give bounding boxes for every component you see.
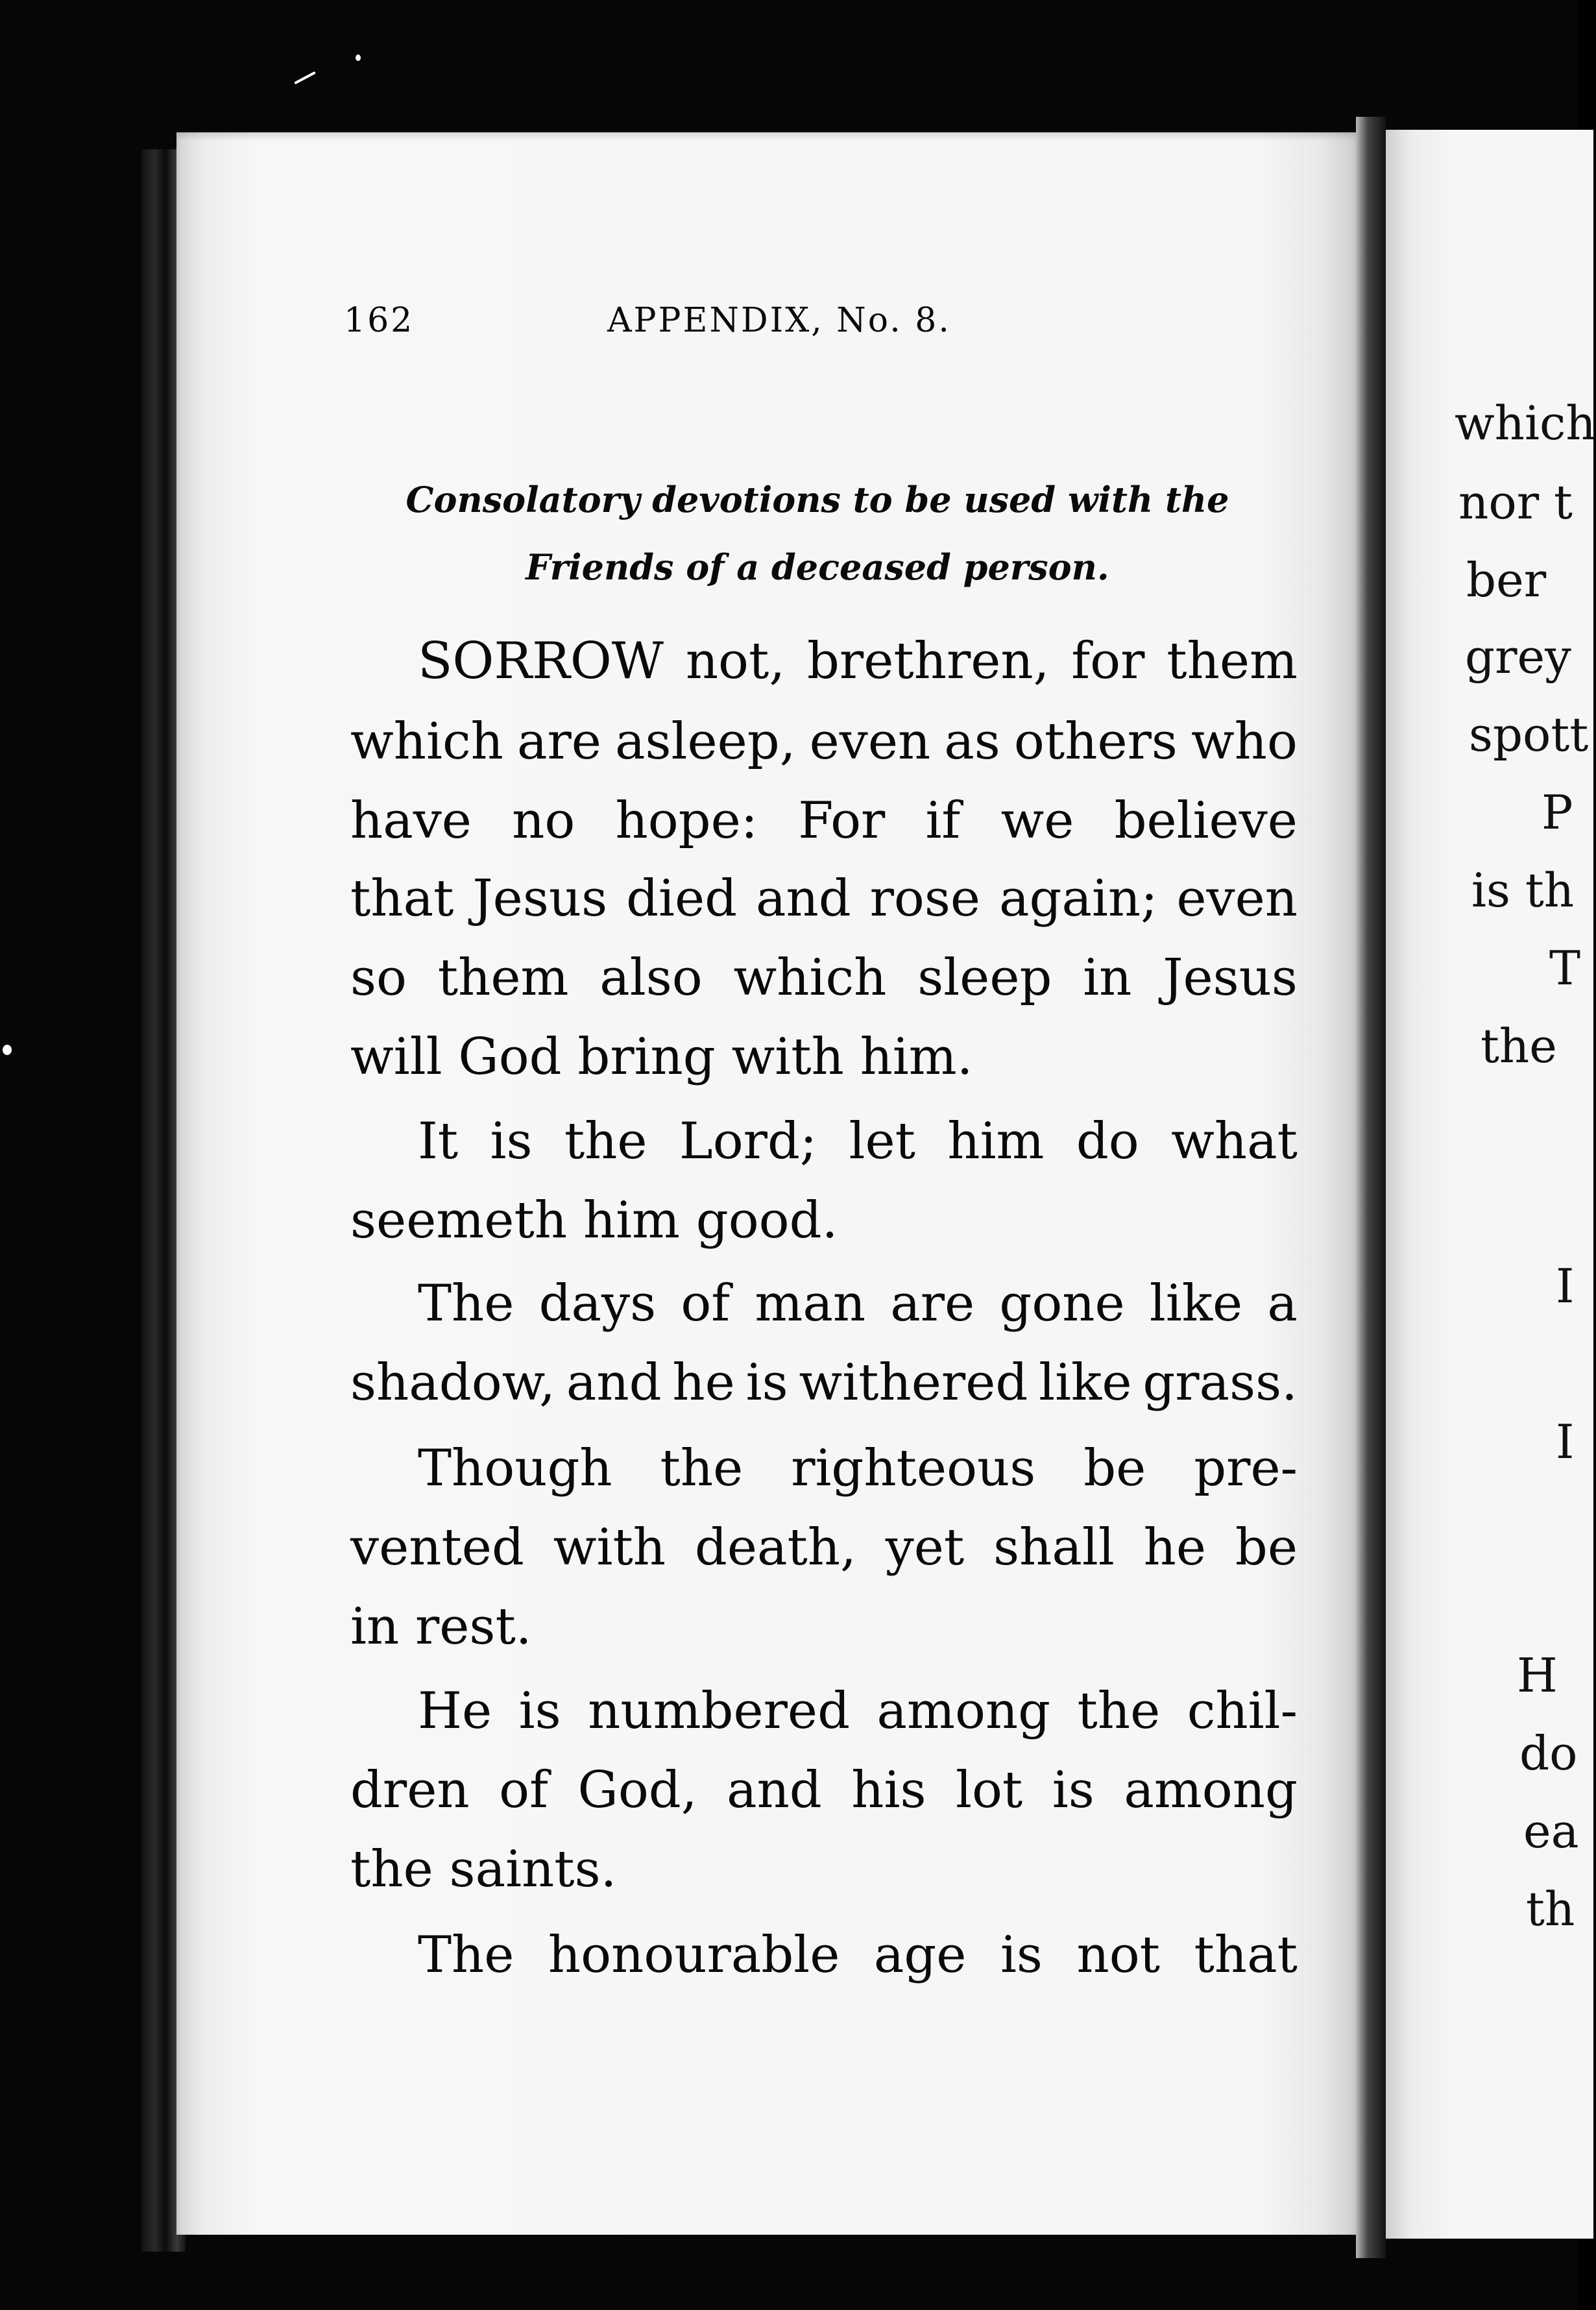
word: For [798,792,886,850]
word: It [418,1112,459,1171]
word: even [1176,869,1298,928]
word: hope: [615,792,758,850]
word: Lord; [679,1112,817,1171]
word: who [1191,712,1298,771]
word: man [755,1274,866,1333]
word: He [418,1682,492,1740]
right-page-fragment: the [1481,1019,1557,1073]
word: days [538,1274,657,1333]
word: others [1013,712,1178,771]
word: age [873,1926,967,1984]
word: shall [993,1518,1115,1577]
text-line [350,712,1298,771]
text-line [350,1840,1298,1899]
word: in [1083,949,1132,1007]
right-page-fragment: grey [1465,629,1571,684]
word: be [1235,1518,1298,1577]
word: is [490,1112,533,1171]
word: is [1000,1926,1043,1984]
word: vented [350,1518,524,1577]
scan-speck [294,71,316,84]
right-page-fragment: ber [1466,553,1547,607]
word: the [1077,1682,1161,1740]
text-line [350,1761,1298,1819]
word: among [877,1682,1051,1740]
section-heading-line-1: Consolatory devotions to be used with the [405,479,1229,520]
text-line [350,1598,1298,1656]
word: which [733,949,887,1007]
word: with [553,1518,666,1577]
word: dren [350,1761,470,1819]
word: we [1000,792,1074,850]
right-page-fragment: is th [1471,863,1575,918]
text-line [350,949,1298,1007]
word: so [350,949,407,1007]
word: even [809,712,931,771]
right-page-fragment: P [1542,785,1573,840]
word: have [350,792,472,850]
word: withered [799,1354,1028,1412]
word: what [1171,1112,1298,1171]
right-page-fragment: nor t [1458,475,1573,529]
right-page-fragment: H [1517,1648,1558,1703]
word: do [1076,1112,1139,1171]
word: brethren, [807,632,1050,690]
word: in rest. [350,1598,532,1656]
word: also [599,949,703,1007]
text-line [350,1354,1298,1412]
word: that [1194,1926,1298,1984]
word: not, [685,632,786,690]
word: the [564,1112,647,1171]
running-head [344,301,1006,353]
word: he [1143,1518,1207,1577]
word: of [681,1274,731,1333]
word: shadow, [350,1354,555,1412]
word: grass. [1143,1354,1298,1412]
word: and [727,1761,822,1819]
section-heading-line-2: Friends of a deceased person. [526,546,1109,588]
word: like [1149,1274,1243,1333]
word: again; [999,869,1158,928]
word: him [947,1112,1045,1171]
word: chil- [1187,1682,1298,1740]
word: Jesus [1163,949,1298,1007]
text-line [350,1518,1298,1577]
word: and [756,869,851,928]
text-line [350,1112,1298,1171]
text-line [350,1439,1298,1498]
right-page-fragment: spott [1469,707,1589,762]
word: Though [418,1439,612,1498]
right-page-fragment: I [1556,1259,1575,1313]
page-gutter [1356,117,1386,2258]
word: as [944,712,1000,771]
word: God, [577,1761,697,1819]
word: numbered [588,1682,851,1740]
word: sleep [917,949,1052,1007]
word: SORROW [418,632,664,690]
right-page-fragment: ea [1523,1804,1579,1858]
word: that [350,869,454,928]
right-page-fragment: I [1556,1415,1575,1469]
text-line [350,1191,1298,1250]
word: rose [869,869,981,928]
running-title: APPENDIX, No. 8. [607,301,951,340]
right-page-fragment: do [1519,1726,1578,1781]
word: died [626,869,738,928]
word: his [851,1761,926,1819]
page-number: 162 [344,301,415,340]
text-line [350,1682,1298,1740]
word: Jesus [472,869,608,928]
word: asleep, [614,712,796,771]
word: for [1071,632,1145,690]
word: let [849,1112,915,1171]
word: the [660,1439,744,1498]
word: them [1167,632,1298,690]
text-line [350,1926,1298,1984]
word: will God bring with him. [350,1028,973,1086]
text-line [350,632,1298,690]
word: The [418,1274,514,1333]
scan-speck [356,55,361,61]
word: yet [885,1518,965,1577]
word: a [1267,1274,1298,1333]
word: are [516,712,601,771]
word: is [745,1354,788,1412]
word: not [1076,1926,1160,1984]
right-page-fragment: T [1549,941,1581,995]
word: of [499,1761,548,1819]
word: be [1083,1439,1146,1498]
word: honourable [548,1926,840,1984]
right-page-fragment: th [1526,1882,1575,1936]
word: death, [694,1518,856,1577]
word: gone [999,1274,1125,1333]
word: is [1052,1761,1094,1819]
word: believe [1114,792,1298,850]
right-page-fragment: which [1455,396,1596,450]
word: he [672,1354,735,1412]
word: righteous [791,1439,1036,1498]
text-line [350,1028,1298,1086]
word: The [418,1926,514,1984]
word: seemeth him good. [350,1191,838,1250]
word: is [518,1682,561,1740]
text-line [350,1274,1298,1333]
word: the saints. [350,1840,617,1899]
word: lot [956,1761,1023,1819]
word: pre- [1194,1439,1298,1498]
word: if [925,792,961,850]
left-page [176,132,1356,2235]
text-line [350,869,1298,928]
word: no [512,792,575,850]
text-line [350,792,1298,850]
word: which [350,712,503,771]
word: and [566,1354,662,1412]
word: like [1039,1354,1132,1412]
word: them [437,949,569,1007]
word: are [890,1274,975,1333]
scan-speck [3,1045,12,1055]
word: among [1124,1761,1298,1819]
